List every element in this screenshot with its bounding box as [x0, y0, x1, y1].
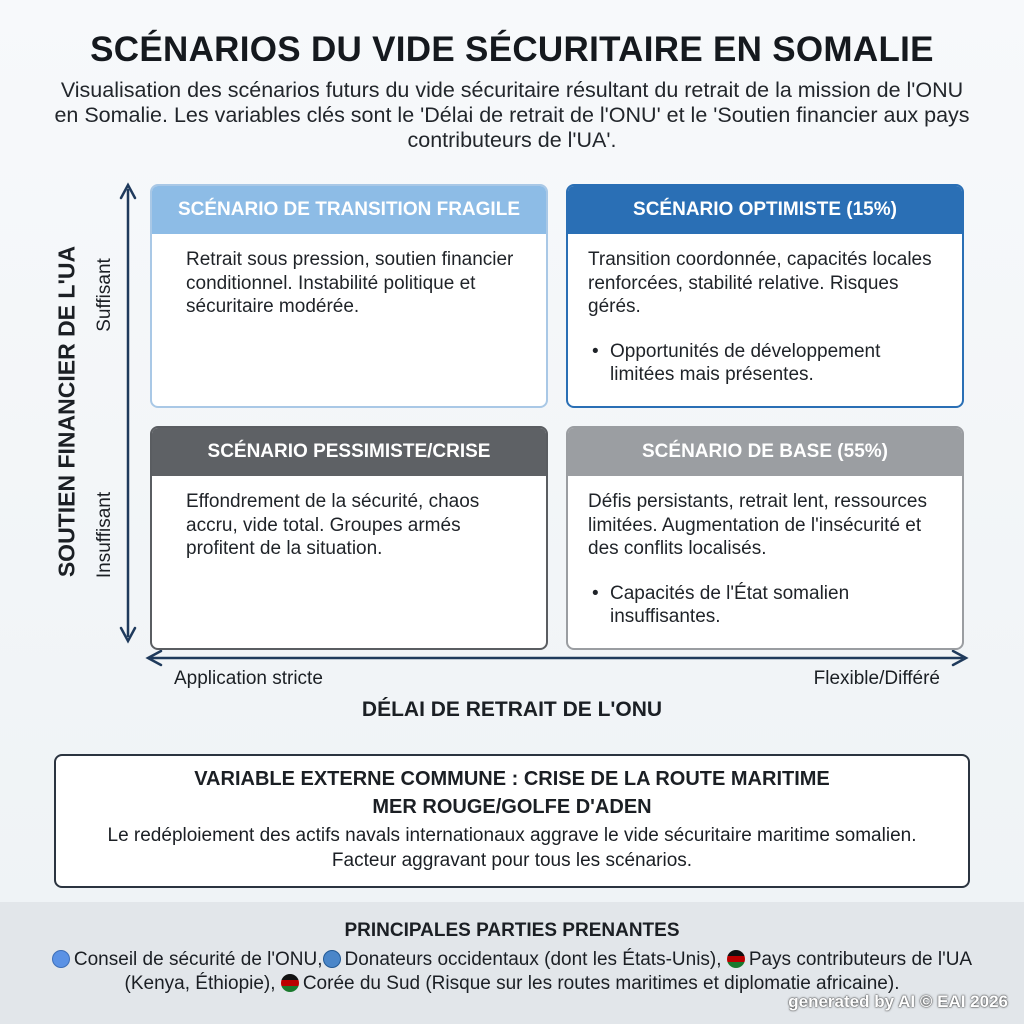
quadrant-base-bullet: • Capacités de l'État somalien insuffisantes.	[588, 582, 942, 629]
stakeholders-title: PRINCIPALES PARTIES PRENANTES	[344, 920, 680, 941]
quadrant-base-text: Défis persistants, retrait lent, ressources limitées. Augmentation de l'insécurité et des conflits localisés.	[588, 491, 927, 559]
vertical-axis-arrow	[121, 185, 135, 641]
kenya-flag-icon	[727, 950, 745, 968]
quadrant-pessimiste	[150, 426, 548, 650]
horizontal-axis-left-label: Application stricte	[174, 668, 323, 689]
horizontal-axis-arrow	[148, 651, 966, 665]
globe-icon	[323, 950, 341, 968]
quadrant-base	[566, 426, 964, 650]
horizontal-axis-title: DÉLAI DE RETRAIT DE L'ONU	[361, 698, 663, 721]
external-variable-title	[56, 765, 968, 821]
external-variable-box	[54, 754, 970, 888]
vertical-axis-title: SOUTIEN FINANCIER DE L'UA	[53, 245, 80, 578]
ai-credit-watermark: generated by AI © EAI 2026	[788, 992, 1008, 1011]
external-variable-text: Le redéploiement des actifs navals internationaux aggrave le vide sécuritaire maritime somalien. Facteur aggravant pour tous les scénarios.	[107, 825, 917, 871]
quadrant-optimiste-bullet: • Opportunités de développement limitées mais présentes.	[588, 340, 942, 387]
quadrant-optimiste-text: Transition coordonnée, capacités locales renforcées, stabilité relative. Risques gérés.	[588, 249, 932, 317]
quadrant-fragile-text: Retrait sous pression, soutien financier conditionnel. Instabilité politique et sécuritaire modérée.	[186, 249, 514, 317]
vertical-axis-high-label: Suffisant	[94, 258, 115, 332]
stakeholder-un: Conseil de sécurité de l'ONU,	[73, 949, 323, 970]
page-subtitle: Visualisation des scénarios futurs du vide sécuritaire résultant du retrait de la mission de l'ONU en Somalie. Les variables clés sont le 'Délai de retrait de l'ONU' et le 'Soutien financier aux pays contributeurs de l'UA'.	[54, 78, 970, 152]
stakeholder-au-contributors: Pays contributeurs de l'UA (Kenya, Éthiopie),	[124, 949, 973, 994]
quadrant-optimiste-title: SCÉNARIO OPTIMISTE (15%)	[568, 186, 962, 234]
quadrant-fragile-title: SCÉNARIO DE TRANSITION FRAGILE	[152, 186, 546, 234]
quadrant-fragile	[150, 184, 548, 408]
quadrant-pessimiste-text: Effondrement de la sécurité, chaos accru, vide total. Groupes armés profitent de la situation.	[186, 491, 480, 559]
kenya-flag-icon	[281, 974, 299, 992]
quadrant-base-title: SCÉNARIO DE BASE (55%)	[568, 428, 962, 476]
quadrant-pessimiste-title: SCÉNARIO PESSIMISTE/CRISE	[152, 428, 546, 476]
horizontal-axis-right-label: Flexible/Différé	[813, 668, 940, 689]
quadrant-optimiste	[566, 184, 964, 408]
stakeholders-list	[40, 948, 984, 996]
stakeholder-donors: Donateurs occidentaux (dont les États-Unis),	[344, 949, 722, 970]
stakeholder-south-korea: Corée du Sud (Risque sur les routes maritimes et diplomatie africaine).	[302, 973, 900, 994]
un-flag-icon	[52, 950, 70, 968]
page-title: SCÉNARIOS DU VIDE SÉCURITAIRE EN SOMALIE	[90, 30, 934, 69]
external-variable-title-line2: MER ROUGE/GOLFE D'ADEN	[372, 796, 652, 818]
external-variable-title-line1: VARIABLE EXTERNE COMMUNE : CRISE DE LA ROUTE MARITIME	[194, 768, 830, 790]
vertical-axis-low-label: Insuffisant	[94, 491, 115, 579]
